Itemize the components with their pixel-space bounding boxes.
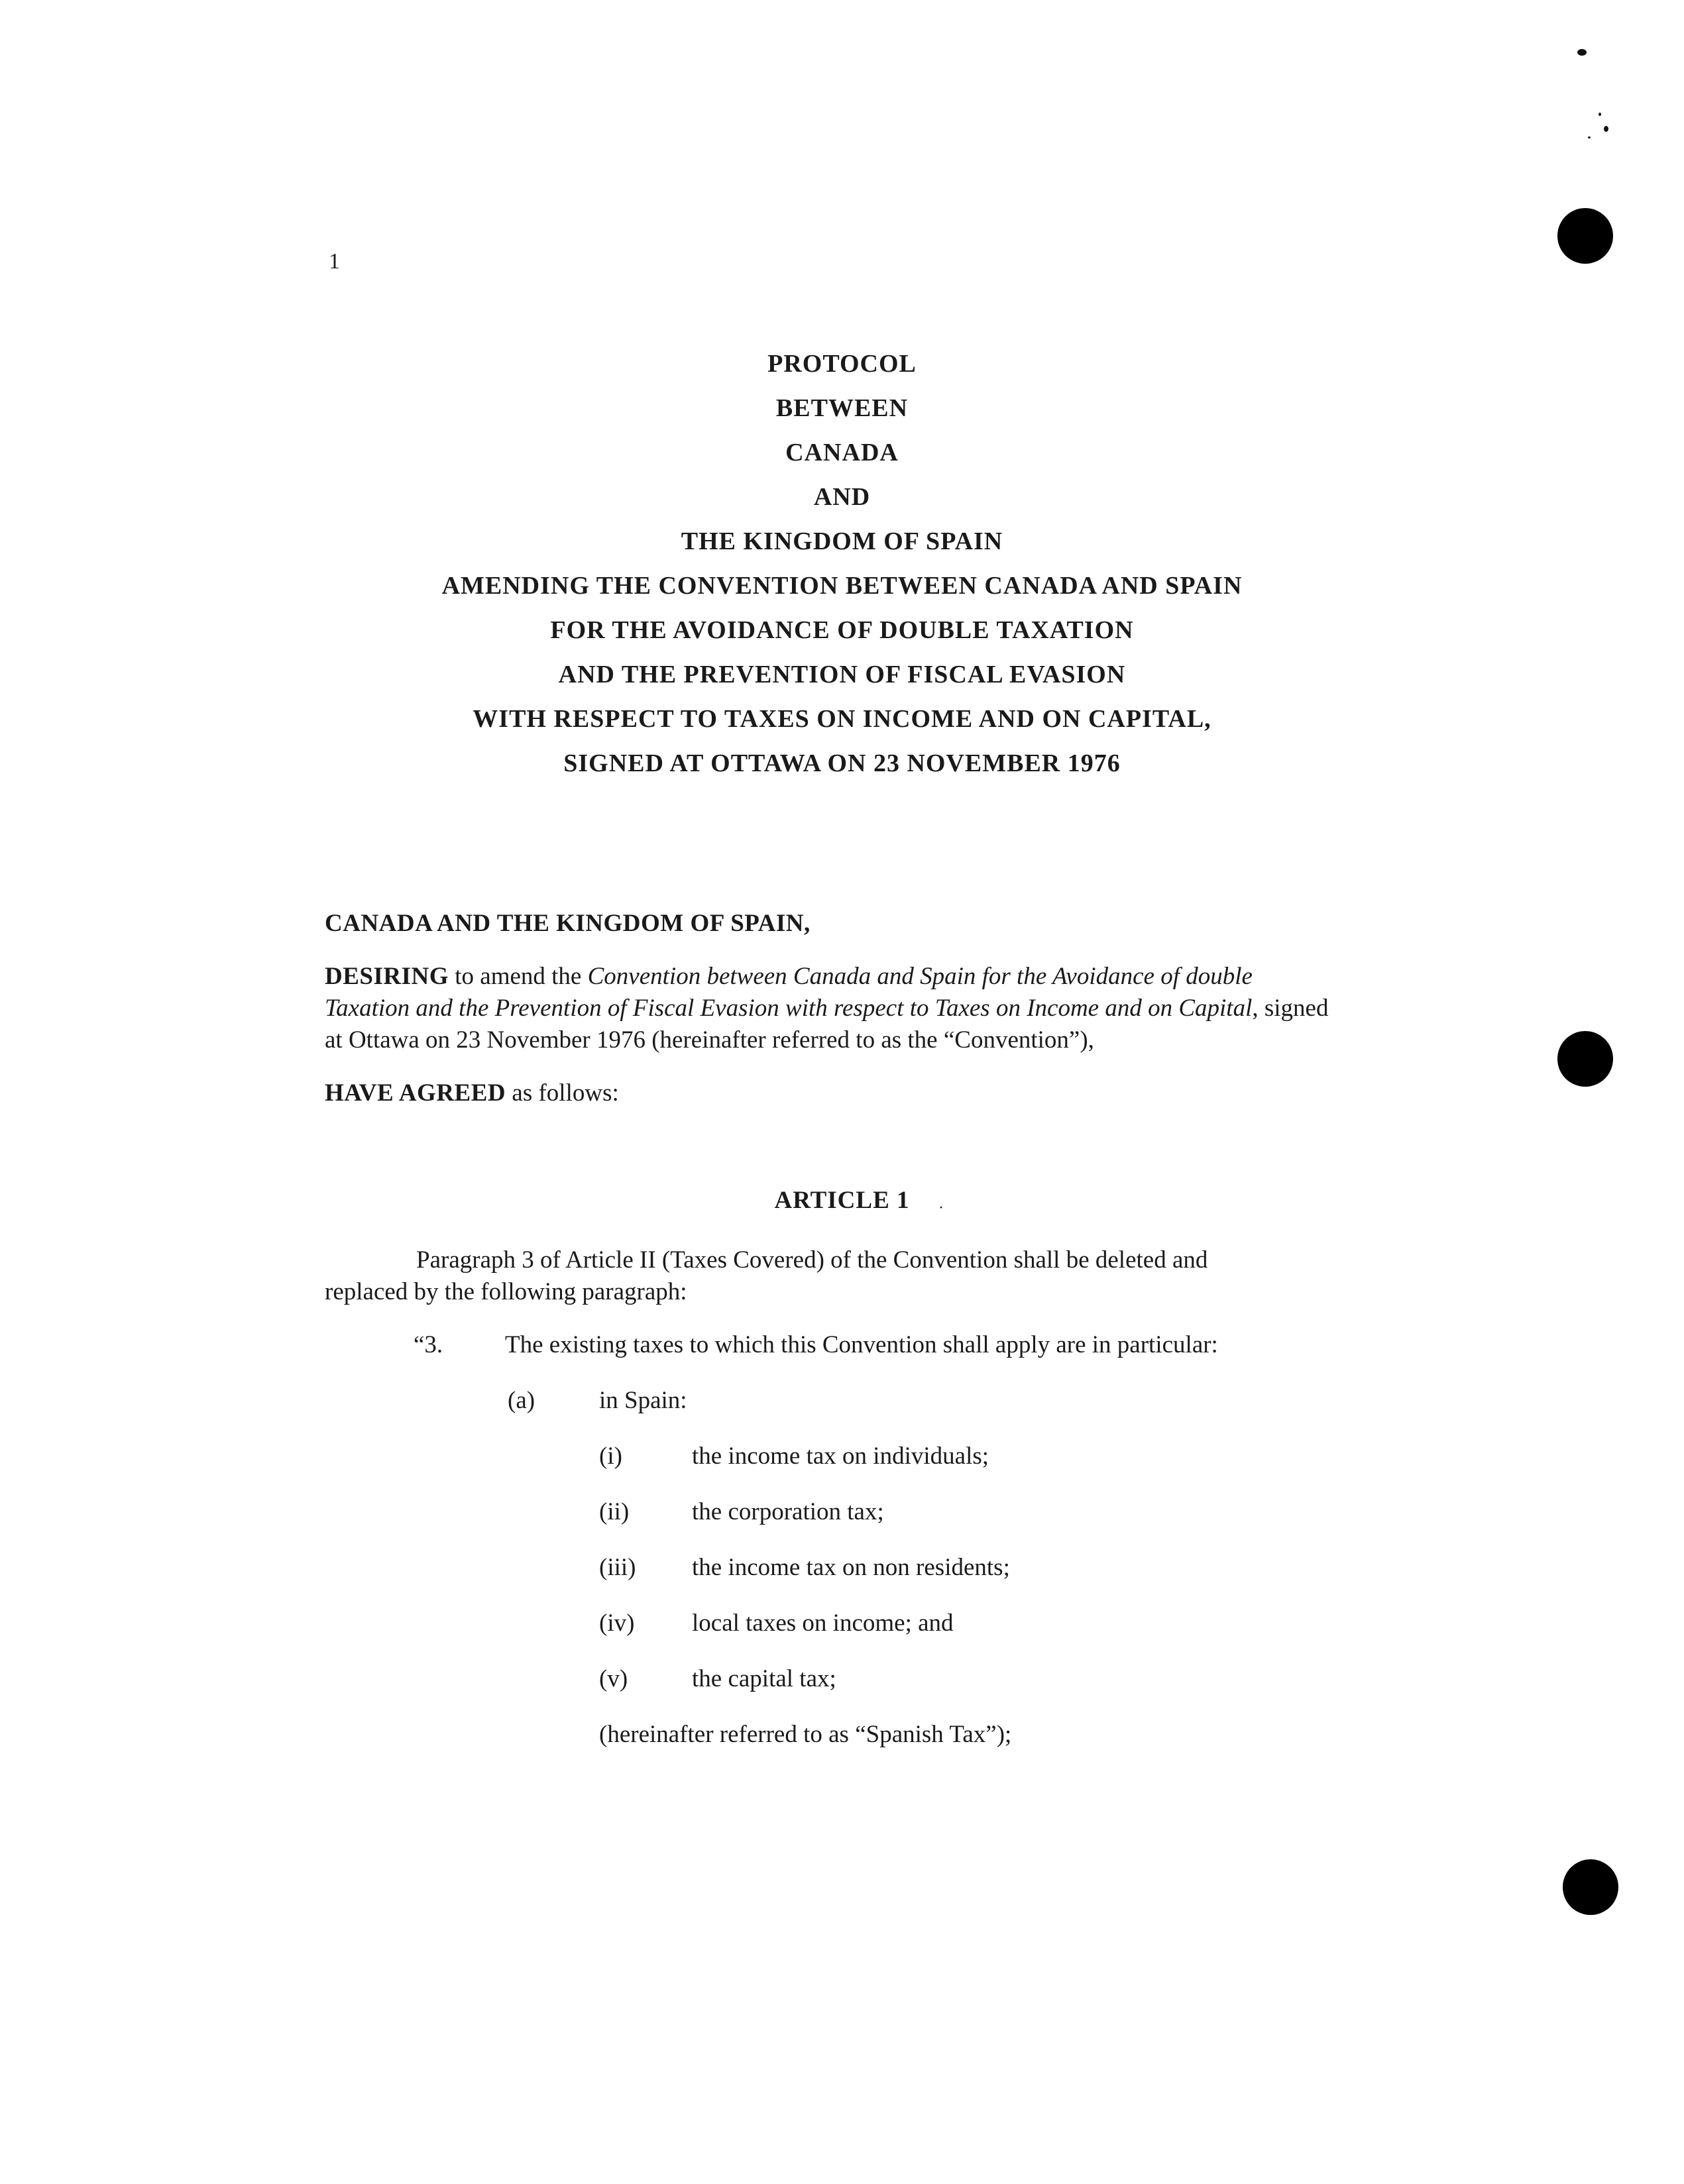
- scan-speck: [1604, 126, 1608, 132]
- title-line: AND THE PREVENTION OF FISCAL EVASION: [558, 661, 1126, 688]
- scan-speck: [1577, 49, 1587, 56]
- binder-hole-top: [1557, 208, 1613, 264]
- list-item-text: local taxes on income; and: [692, 1610, 954, 1637]
- article-intro: Paragraph 3 of Article II (Taxes Covered) of the Convention shall be deleted and replaced by the following paragraph:: [325, 1246, 1208, 1305]
- desiring-text: to amend the: [449, 963, 588, 990]
- list-item-label: (v): [599, 1665, 628, 1692]
- title-line: AMENDING THE CONVENTION BETWEEN CANADA AND SPAIN: [441, 572, 1243, 600]
- subparagraph-label: (a): [508, 1387, 535, 1414]
- title-line: AND: [813, 483, 871, 511]
- article-heading: ARTICLE 1: [774, 1187, 910, 1214]
- list-item-label: (ii): [599, 1498, 630, 1525]
- paragraph-text: The existing taxes to which this Convention shall apply are in particular:: [505, 1331, 1218, 1358]
- desiring-paragraph: [325, 961, 1332, 1056]
- binder-hole-middle: [1557, 1031, 1613, 1087]
- scan-mark: ·: [938, 1199, 944, 1217]
- page-number: 1: [329, 249, 340, 274]
- list-item-text: the income tax on non residents;: [692, 1554, 1010, 1581]
- list-item-label: (iv): [599, 1610, 635, 1637]
- agreed-text: as follows:: [506, 1079, 619, 1107]
- title-line: FOR THE AVOIDANCE OF DOUBLE TAXATION: [550, 616, 1134, 644]
- subparagraph-text: in Spain:: [599, 1387, 687, 1414]
- agreed-paragraph: [325, 1077, 1332, 1109]
- list-item-text: the income tax on individuals;: [692, 1443, 989, 1470]
- title-line: THE KINGDOM OF SPAIN: [681, 527, 1003, 555]
- title-line: CANADA: [785, 439, 899, 466]
- list-item-label: (iii): [599, 1554, 636, 1581]
- parties-heading: CANADA AND THE KINGDOM OF SPAIN,: [325, 910, 811, 937]
- closing-text: (hereinafter referred to as “Spanish Tax”);: [599, 1721, 1012, 1748]
- list-item-text: the capital tax;: [692, 1665, 836, 1692]
- document-title: [0, 342, 1684, 786]
- desiring-text-continued: , signed at Ottawa on 23 November 1976 (hereinafter referred to as the “Convention”),: [325, 995, 1329, 1054]
- title-line: WITH RESPECT TO TAXES ON INCOME AND ON CAPITAL,: [473, 705, 1211, 733]
- title-line: SIGNED AT OTTAWA ON 23 NOVEMBER 1976: [563, 749, 1121, 777]
- scan-speck: [1588, 136, 1591, 138]
- list-item-label: (i): [599, 1443, 622, 1470]
- convention-title: Convention between Canada and Spain for the Avoidance of double Taxation and the Prevention of Fiscal Evasion with respect to Taxes on Income and on Capital: [325, 963, 1253, 1022]
- title-line: PROTOCOL: [767, 350, 917, 378]
- paragraph-number: “3.: [414, 1331, 443, 1358]
- desiring-lead: DESIRING: [325, 963, 449, 990]
- title-line: BETWEEN: [775, 394, 909, 422]
- list-item-text: the corporation tax;: [692, 1498, 884, 1525]
- binder-hole-bottom: [1563, 1859, 1618, 1915]
- scan-speck: [1599, 113, 1601, 116]
- agreed-lead: HAVE AGREED: [325, 1079, 506, 1107]
